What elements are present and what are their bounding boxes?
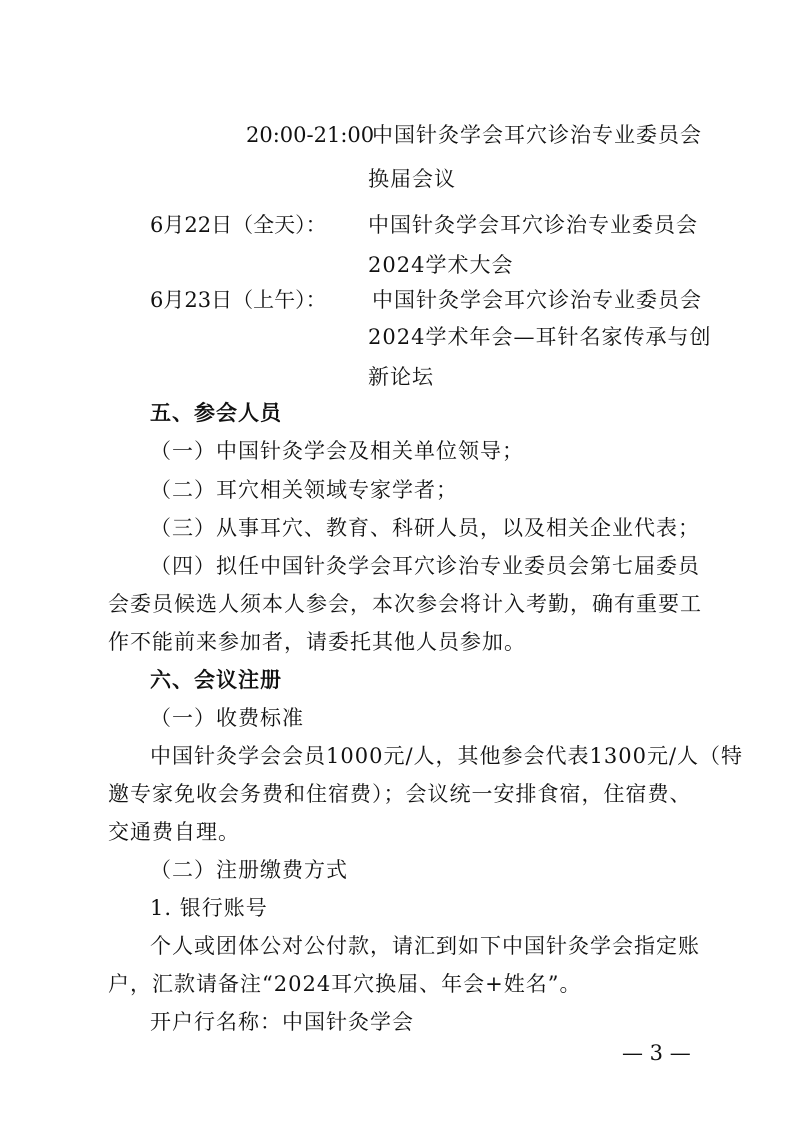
bank-line-2: 户，汇款请备注“2024耳穴换届、年会+姓名”。 [108,972,582,996]
section-6-heading: 六、会议注册 [150,667,282,692]
fee-line-3: 交通费自理。 [108,820,240,844]
schedule-desc-3-line-3: 新论坛 [368,365,434,389]
schedule-desc-3-line-2: 2024学术年会—耳针名家传承与创 [368,325,712,349]
account-name: 开户行名称：中国针灸学会 [150,1010,414,1034]
section-5-item-1: （一）中国针灸学会及相关单位领导； [150,439,524,463]
schedule-desc-1-line-1: 中国针灸学会耳穴诊治专业委员会 [372,123,702,147]
section-5-item-2: （二）耳穴相关领域专家学者； [150,478,458,502]
payment-heading: （二）注册缴费方式 [150,858,348,882]
page-number: — 3 — [622,1041,691,1065]
schedule-time-1: 20:00-21:00 [246,123,375,147]
schedule-desc-2-line-2: 2024学术大会 [368,253,514,277]
section-5-item-4-line-1: （四）拟任中国针灸学会耳穴诊治专业委员会第七届委员 [150,554,700,578]
fee-line-1: 中国针灸学会会员1000元/人，其他参会代表1300元/人（特 [150,744,744,768]
fee-heading: （一）收费标准 [150,706,304,730]
fee-line-2: 邀专家免收会务费和住宿费）；会议统一安排食宿，住宿费、 [108,782,692,806]
bank-heading: 1. 银行账号 [150,896,268,920]
schedule-desc-1-line-2: 换届会议 [368,167,456,191]
section-5-item-3: （三）从事耳穴、教育、科研人员，以及相关企业代表； [150,516,700,540]
schedule-desc-3-line-1: 中国针灸学会耳穴诊治专业委员会 [372,288,702,312]
bank-line-1: 个人或团体公对公付款，请汇到如下中国针灸学会指定账 [150,934,700,958]
schedule-desc-2-line-1: 中国针灸学会耳穴诊治专业委员会 [368,213,698,237]
section-5-item-4-line-2: 会委员候选人须本人参会，本次参会将计入考勤，确有重要工 [108,592,702,616]
schedule-time-2: 6月22日（全天）： [150,213,327,237]
schedule-time-3: 6月23日（上午）： [150,288,327,312]
section-5-item-4-line-3: 作不能前来参加者，请委托其他人员参加。 [108,630,526,654]
section-5-heading: 五、参会人员 [150,400,282,425]
